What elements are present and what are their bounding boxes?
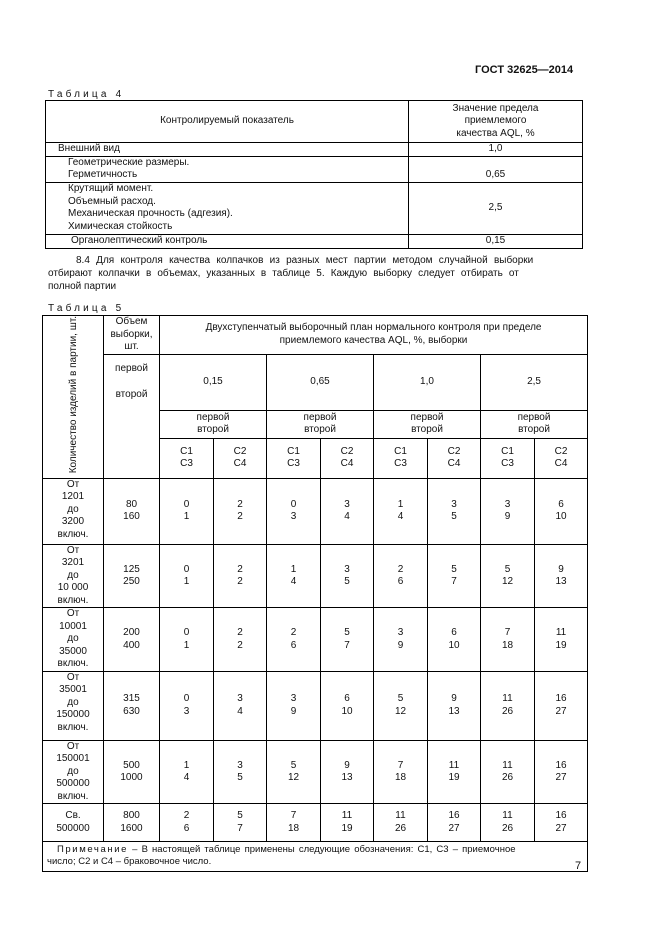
lot-size-header: Количество изделий в партии, шт. <box>43 316 104 479</box>
value-cell: 0 1 <box>160 478 214 544</box>
table-row <box>43 804 588 842</box>
c1-c3-header: С1 С3 <box>267 438 321 478</box>
value-cell: 9 13 <box>321 740 374 804</box>
table-row <box>43 478 588 544</box>
value-cell: 3 4 <box>321 478 374 544</box>
c2-c4-header: С2 С4 <box>214 438 267 478</box>
c1-c3-header: С1 С3 <box>481 438 535 478</box>
sample-stage-labels: первой второй <box>104 354 160 478</box>
value-cell: 3 9 <box>374 608 428 672</box>
value-cell: 9 13 <box>535 544 588 608</box>
c1-c3-header: С1 С3 <box>160 438 214 478</box>
value-cell: 0 1 <box>160 608 214 672</box>
value-cell: 5 7 <box>428 544 481 608</box>
value-cell: 6 10 <box>428 608 481 672</box>
value-cell: 5 12 <box>481 544 535 608</box>
c2-c4-header: С2 С4 <box>428 438 481 478</box>
value-cell: 3 5 <box>428 478 481 544</box>
lot-size-cell: От 150001 до 500000 включ. <box>43 740 104 804</box>
sample-size-cell: 500 1000 <box>104 740 160 804</box>
table5-label: Таблица 5 <box>48 303 125 314</box>
value-cell: 16 27 <box>535 740 588 804</box>
paragraph-8-4: 8.4 Для контроля качества колпачков из разных мест партии методом случайной выборки отбирают колпачки в объемах, указанных в таблице 5. Каждую выборку следует отбирать от полной партии <box>48 255 534 292</box>
value-cell: 16 27 <box>535 804 588 842</box>
value-cell: 0 3 <box>267 478 321 544</box>
standard-number: ГОСТ 32625—2014 <box>475 64 574 76</box>
table-row <box>43 608 588 672</box>
value-cell: 3 5 <box>214 740 267 804</box>
value-cell: 2 6 <box>374 544 428 608</box>
value-cell: 2 2 <box>214 478 267 544</box>
table4-row-geometry: Геометрические размеры. Герметичность <box>46 156 409 182</box>
value-cell: 2 2 <box>214 608 267 672</box>
page-number: 7 <box>575 860 582 872</box>
sample-size-cell: 200 400 <box>104 608 160 672</box>
table4 <box>45 100 583 249</box>
value-cell: 1 4 <box>267 544 321 608</box>
table4-label: Таблица 4 <box>48 89 125 100</box>
value-cell: 2 6 <box>267 608 321 672</box>
value-cell: 11 19 <box>428 740 481 804</box>
value-cell: 1 4 <box>374 478 428 544</box>
c2-c4-header: С2 С4 <box>535 438 588 478</box>
table4-row-appearance: Внешний вид <box>46 143 409 157</box>
lot-size-cell: От 1201 до 3200 включ. <box>43 478 104 544</box>
table4-value: 0,65 <box>409 156 583 182</box>
value-cell: 5 7 <box>214 804 267 842</box>
value-cell: 11 26 <box>374 804 428 842</box>
value-cell: 0 1 <box>160 544 214 608</box>
value-cell: 5 12 <box>374 671 428 740</box>
value-cell: 3 5 <box>321 544 374 608</box>
value-cell: 5 12 <box>267 740 321 804</box>
sample-size-cell: 800 1600 <box>104 804 160 842</box>
value-cell: 6 10 <box>535 478 588 544</box>
value-cell: 11 26 <box>481 804 535 842</box>
value-cell: 11 26 <box>481 740 535 804</box>
lot-size-cell: От 10001 до 35000 включ. <box>43 608 104 672</box>
sample-size-header: Объем выборки, шт. <box>104 316 160 355</box>
value-cell: 5 7 <box>321 608 374 672</box>
sample-size-cell: 125 250 <box>104 544 160 608</box>
value-cell: 16 27 <box>535 671 588 740</box>
stage-label: первой второй <box>267 410 374 438</box>
stage-label: первой второй <box>374 410 481 438</box>
sample-size-cell: 80 160 <box>104 478 160 544</box>
aql-level: 1,0 <box>374 354 481 410</box>
c1-c3-header: С1 С3 <box>374 438 428 478</box>
table-row <box>43 671 588 740</box>
value-cell: 6 10 <box>321 671 374 740</box>
table4-row-mechanical: Крутящий момент. Объемный расход. Механическая прочность (адгезия). Химическая стойкость <box>46 182 409 234</box>
table5-note: Примечание – В настоящей таблице применены следующие обозначения: С1, С3 – приемочное число; С2 и С4 – браковочное число. <box>43 842 588 872</box>
value-cell: 16 27 <box>428 804 481 842</box>
table4-value: 1,0 <box>409 143 583 157</box>
value-cell: 2 6 <box>160 804 214 842</box>
aql-level: 0,15 <box>160 354 267 410</box>
table4-value: 2,5 <box>409 182 583 234</box>
value-cell: 7 18 <box>374 740 428 804</box>
stage-label: первой второй <box>481 410 588 438</box>
table4-value: 0,15 <box>409 234 583 248</box>
aql-level: 2,5 <box>481 354 588 410</box>
table-row <box>43 740 588 804</box>
value-cell: 11 19 <box>321 804 374 842</box>
value-cell: 2 2 <box>214 544 267 608</box>
table4-row-organoleptic: Органолептический контроль <box>46 234 409 248</box>
value-cell: 11 19 <box>535 608 588 672</box>
lot-size-cell: От 35001 до 150000 включ. <box>43 671 104 740</box>
table4-col1-header: Контролируемый показатель <box>46 101 409 143</box>
aql-level: 0,65 <box>267 354 374 410</box>
value-cell: 7 18 <box>267 804 321 842</box>
sample-size-cell: 315 630 <box>104 671 160 740</box>
stage-label: первой второй <box>160 410 267 438</box>
value-cell: 11 26 <box>481 671 535 740</box>
table4-col2-header: Значение предела приемлемого качества AQL, % <box>409 101 583 143</box>
value-cell: 1 4 <box>160 740 214 804</box>
lot-size-cell: Св. 500000 <box>43 804 104 842</box>
sampling-plan-header: Двухступенчатый выборочный план нормального контроля при пределе приемлемого качества AQL, %, выборки <box>160 316 588 355</box>
value-cell: 0 3 <box>160 671 214 740</box>
value-cell: 9 13 <box>428 671 481 740</box>
table5 <box>42 315 588 872</box>
c2-c4-header: С2 С4 <box>321 438 374 478</box>
value-cell: 3 4 <box>214 671 267 740</box>
lot-size-cell: От 3201 до 10 000 включ. <box>43 544 104 608</box>
value-cell: 3 9 <box>481 478 535 544</box>
table-row <box>43 544 588 608</box>
value-cell: 7 18 <box>481 608 535 672</box>
value-cell: 3 9 <box>267 671 321 740</box>
